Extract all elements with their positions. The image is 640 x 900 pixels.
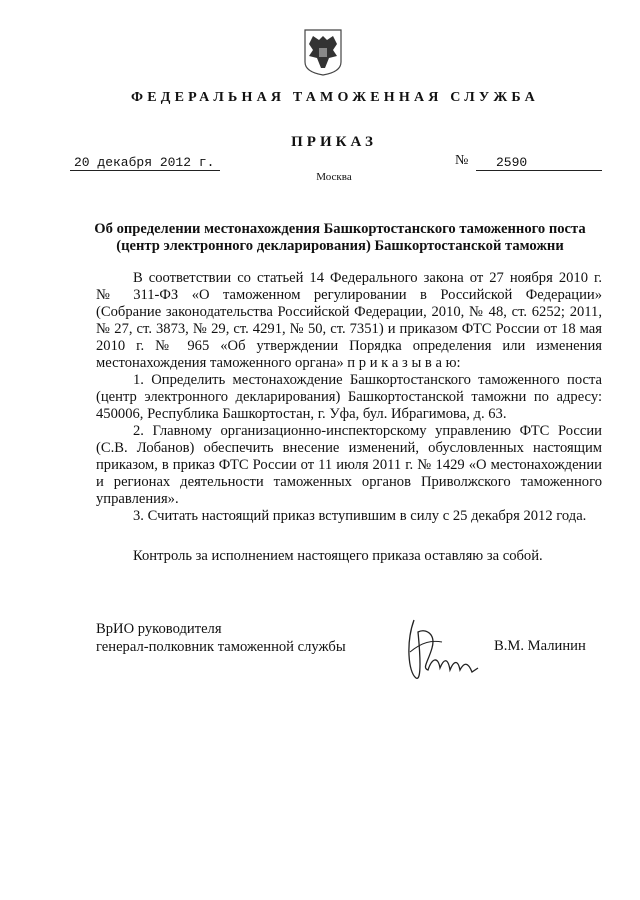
city: Москва	[316, 171, 352, 183]
control-clause	[96, 548, 602, 565]
text-line: 450006, Республика Башкортостан, г. Уфа, бул. Ибрагимова, д. 63.	[96, 406, 507, 422]
signatory-name: В.М. Малинин	[494, 638, 586, 654]
text-line: № 27, ст. 3873, № 29, ст. 4291, № 50, ст. 7351) и приказом ФТС России от 18 мая	[96, 321, 602, 337]
title-line: (центр электронного декларирования) Башкортостанской таможни	[116, 238, 564, 254]
text-line: Контроль за исполнением настоящего приказа оставляю за собой.	[133, 548, 543, 564]
text-line: № 311-ФЗ «О таможенном регулировании в Российской Федерации»	[96, 287, 602, 303]
text-line: (С.В. Лобанов) обеспечить внесение изменений, обусловленных настоящим	[96, 440, 602, 456]
order-number: 2590	[476, 155, 602, 171]
agency-name: ФЕДЕРАЛЬНАЯ ТАМОЖЕННАЯ СЛУЖБА	[131, 90, 539, 105]
text-line: 2. Главному организационно-инспекторскому управлению ФТС России	[133, 423, 602, 439]
text-line: 2010 г. № 965 «Об утверждении Порядка определения или изменения	[96, 338, 602, 354]
text-line: В соответствии со статьей 14 Федерального закона от 27 ноября 2010 г.	[133, 270, 602, 286]
emblem-icon	[303, 28, 343, 76]
position-line: ВрИО руководителя	[96, 621, 222, 637]
handwritten-signature	[402, 612, 484, 684]
text-line: и регионах деятельности таможенных органов Приволжского таможенного	[96, 474, 602, 490]
document-type: ПРИКАЗ	[291, 134, 377, 150]
text-line: 3. Считать настоящий приказ вступившим в силу с 25 декабря 2012 года.	[133, 508, 587, 524]
title-line: Об определении местонахождения Башкортостанского таможенного поста	[94, 221, 586, 237]
text-line: приказом, в приказ ФТС России от 11 июля 2011 г. № 1429 «О местонахождении	[96, 457, 602, 473]
text-line: (Собрание законодательства Российской Федерации, 2010, № 48, ст. 6252; 2011,	[96, 304, 602, 320]
text-line: управления».	[96, 491, 179, 507]
paragraph-preamble	[96, 270, 602, 525]
text-line: местонахождения таможенного органа» п р и к а з ы в а ю:	[96, 355, 461, 371]
number-sign: №	[455, 153, 469, 168]
signatory-position	[96, 620, 346, 656]
text-line: (центр электронного декларирования) Башкортостанской таможни по адресу:	[96, 389, 602, 405]
text-line: 1. Определить местонахождение Башкортостанского таможенного поста	[133, 372, 602, 388]
order-date: 20 декабря 2012 г.	[70, 155, 220, 171]
position-line: генерал-полковник таможенной службы	[96, 639, 346, 655]
document-title	[80, 221, 600, 255]
